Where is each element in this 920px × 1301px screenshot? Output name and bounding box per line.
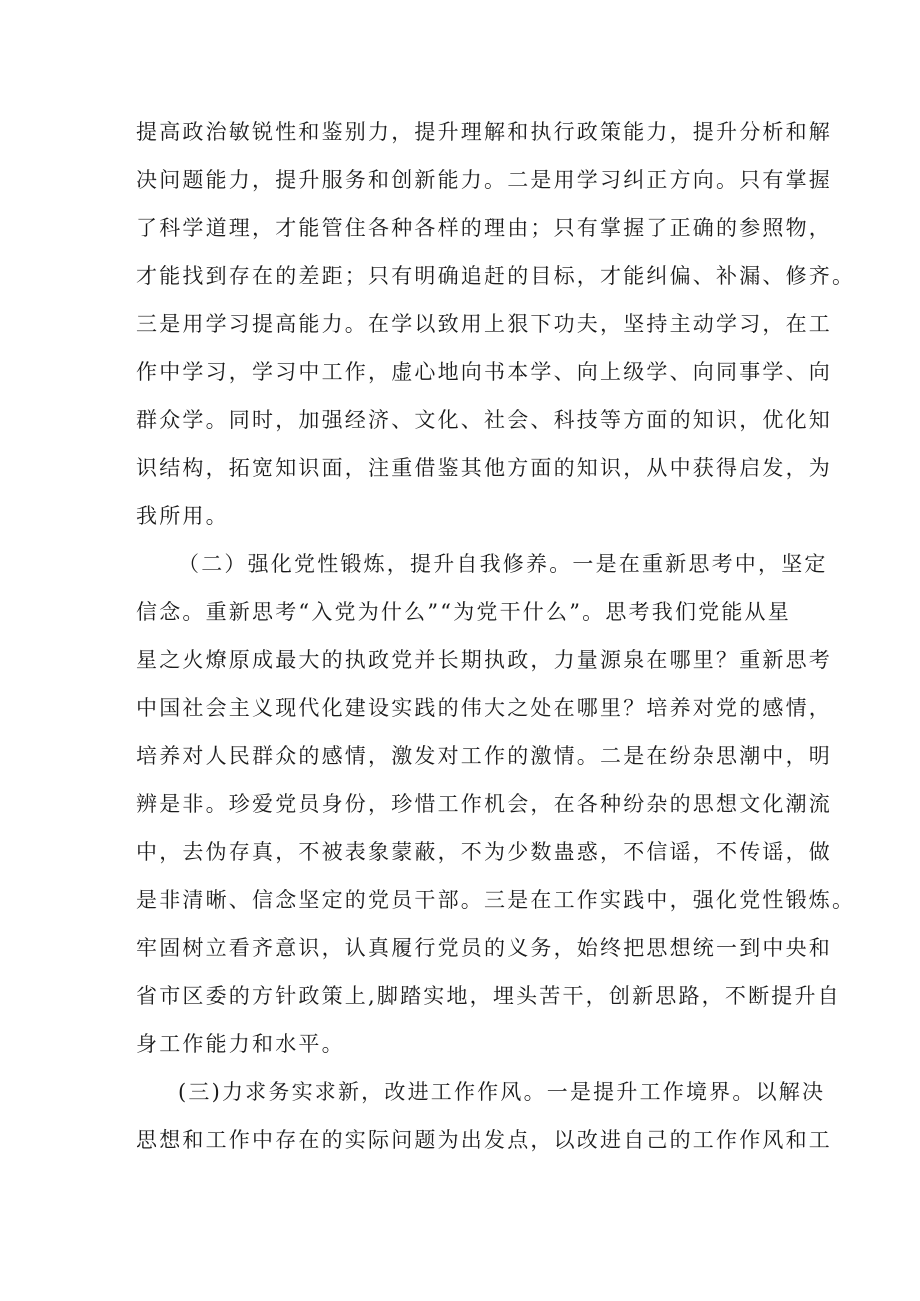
body-text-line: 才能找到存在的差距；只有明确追赶的目标，才能纠偏、补漏、修齐。 [136, 264, 856, 288]
body-text-line: 决问题能力，提升服务和创新能力。二是用学习纠正方向。只有掌握 [136, 168, 832, 192]
section-heading-paragraph-start: （二）强化党性锻炼，提升自我修养。一是在重新思考中，坚定 [178, 552, 828, 576]
body-text-line: 了科学道理，才能管住各种各样的理由；只有掌握了正确的参照物， [136, 216, 832, 240]
body-text-line: 作中学习，学习中工作，虚心地向书本学、向上级学、向同事学、向 [136, 360, 832, 384]
body-text-line: 群众学。同时，加强经济、文化、社会、科技等方面的知识，优化知 [136, 408, 832, 432]
body-text-line: 识结构，拓宽知识面，注重借鉴其他方面的知识，从中获得启发，为 [136, 456, 832, 480]
section-heading-paragraph-start: (三)力求务实求新，改进工作作风。一是提升工作境界。以解决 [178, 1080, 826, 1104]
body-text-line: 中，去伪存真，不被表象蒙蔽，不为少数蛊惑，不信谣，不传谣，做 [136, 840, 832, 864]
body-text-line: 三是用学习提高能力。在学以致用上狠下功夫，坚持主动学习，在工 [136, 312, 832, 336]
body-text-line: 星之火燎原成最大的执政党并长期执政，力量源泉在哪里？重新思考 [136, 648, 832, 672]
body-text-line: 中国社会主义现代化建设实践的伟大之处在哪里？培养对党的感情， [136, 696, 832, 720]
body-text-line: 省市区委的方针政策上,脚踏实地，埋头苦干，创新思路，不断提升自 [136, 984, 841, 1008]
body-text-line: 我所用。 [136, 504, 229, 528]
body-text-line: 身工作能力和水平。 [136, 1032, 345, 1056]
body-text-line: 思想和工作中存在的实际问题为出发点，以改进自己的工作作风和工 [136, 1128, 832, 1152]
body-text-line: 牢固树立看齐意识，认真履行党员的义务，始终把思想统一到中央和 [136, 936, 832, 960]
body-text-line: 信念。重新思考“入党为什么”“为党干什么”。思考我们党能从星 [136, 600, 791, 624]
body-text-line: 提高政治敏锐性和鉴别力，提升理解和执行政策能力，提升分析和解 [136, 120, 832, 144]
body-text-line: 辨是非。珍爱党员身份，珍惜工作机会，在各种纷杂的思想文化潮流 [136, 792, 832, 816]
body-text-line: 培养对人民群众的感情，激发对工作的激情。二是在纷杂思潮中，明 [136, 744, 832, 768]
body-text-line: 是非清晰、信念坚定的党员干部。三是在工作实践中，强化党性锻炼。 [136, 888, 856, 912]
